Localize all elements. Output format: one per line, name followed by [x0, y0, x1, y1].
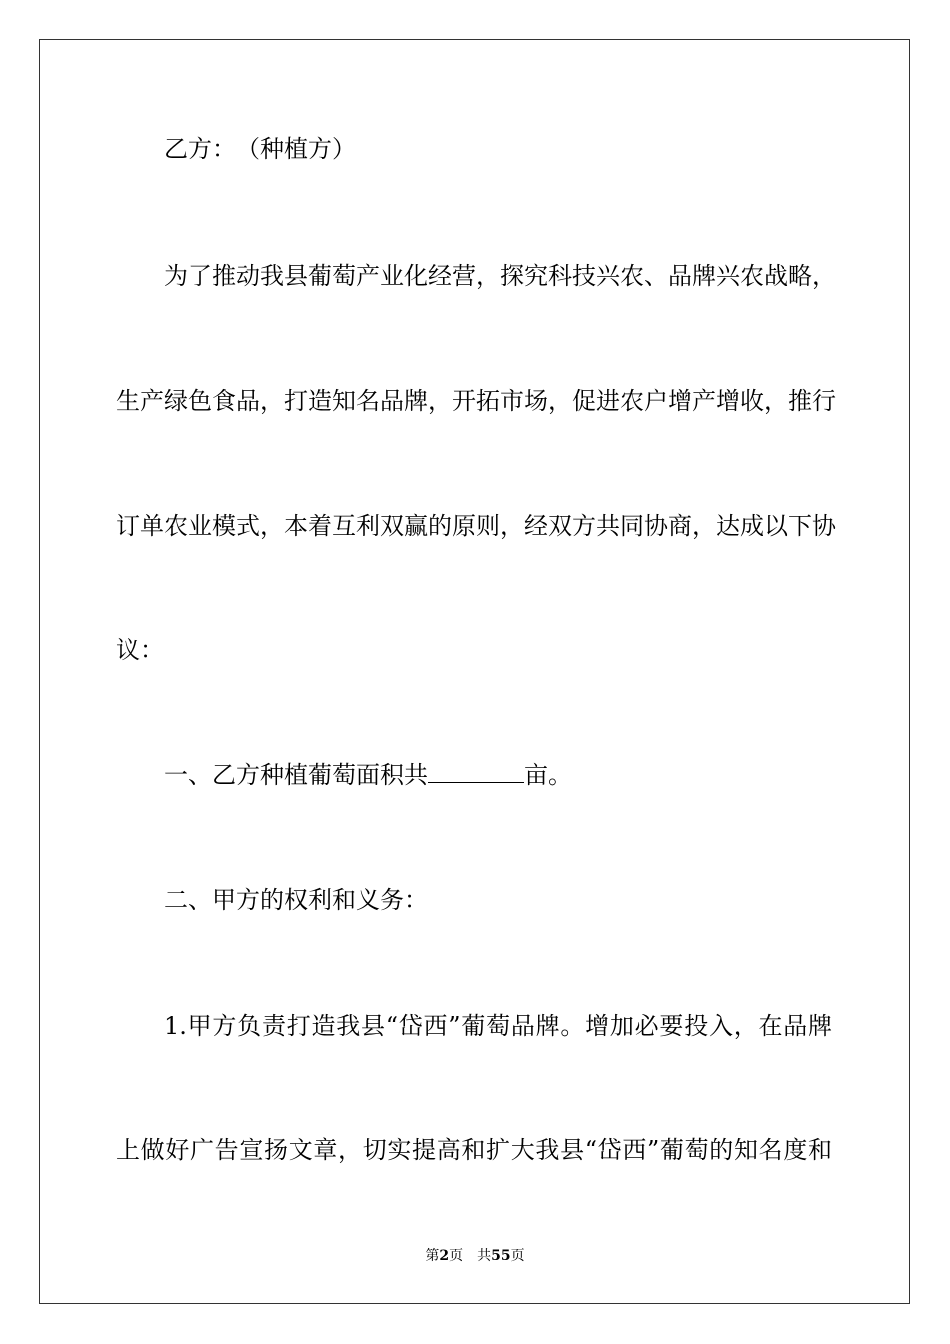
area-blank-field[interactable]	[428, 760, 524, 783]
footer-mid: 页 共	[449, 1248, 492, 1264]
item-1-line-2: 上做好广告宣扬文章，切实提高和扩大我县“岱西”葡萄的知名度和	[116, 1136, 832, 1164]
intro-line-1: 为了推动我县葡萄产业化经营，探究科技兴农、品牌兴农战略，	[164, 262, 836, 290]
page-footer	[0, 1247, 950, 1265]
item-1-line-1: 1.甲方负责打造我县“岱西”葡萄品牌。增加必要投入，在品牌	[164, 1012, 832, 1040]
clause-2-heading: 二、甲方的权利和义务：	[164, 886, 428, 914]
footer-suffix: 页	[510, 1248, 525, 1264]
footer-page-number: 2	[439, 1248, 450, 1264]
intro-line-4: 议：	[116, 636, 164, 664]
page-border	[39, 39, 910, 1304]
intro-line-3: 订单农业模式，本着互利双赢的原则，经双方共同协商，达成以下协	[116, 512, 836, 540]
clause-1	[164, 760, 572, 790]
footer-total-pages: 55	[491, 1248, 511, 1264]
party-b-line: 乙方： （种植方）	[164, 135, 356, 163]
footer-prefix: 第	[425, 1248, 440, 1264]
intro-line-2: 生产绿色食品，打造知名品牌，开拓市场，促进农户增产增收，推行	[116, 387, 836, 415]
clause-1-prefix: 一、乙方种植葡萄面积共	[164, 761, 428, 789]
clause-1-suffix: 亩。	[524, 761, 572, 789]
